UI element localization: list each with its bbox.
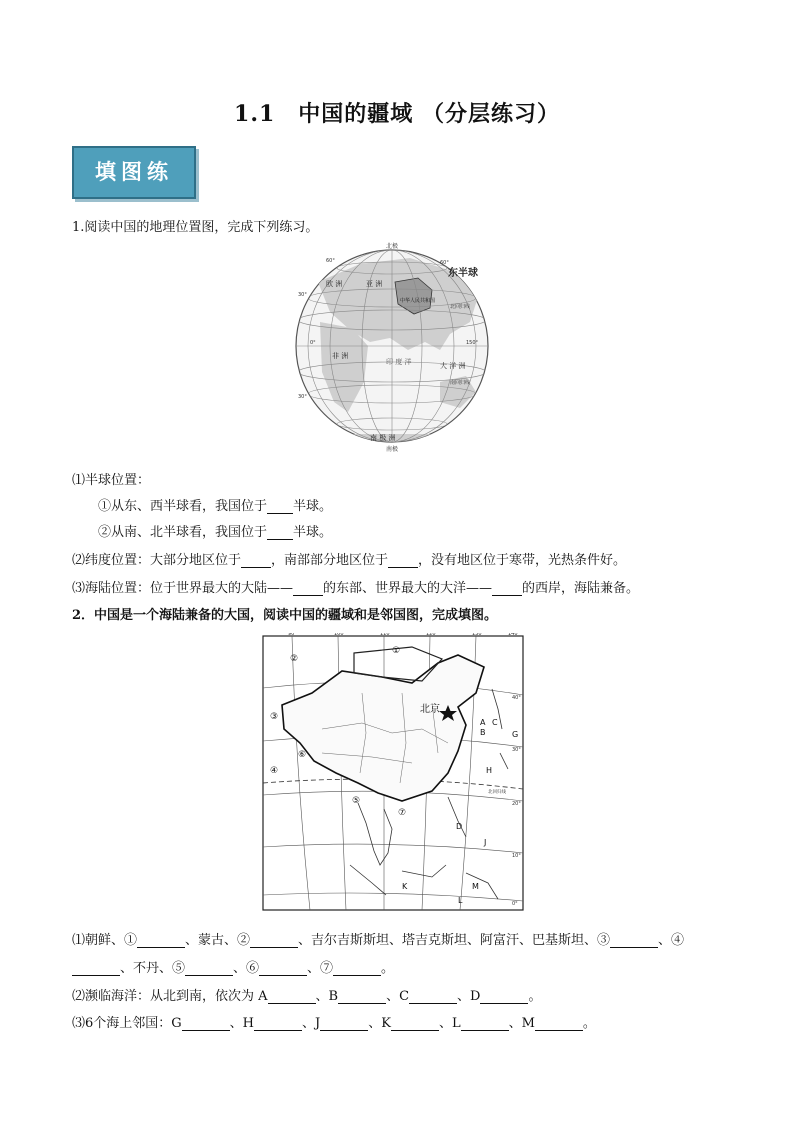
blank[interactable] bbox=[185, 962, 233, 976]
map-letter-c: C bbox=[492, 718, 498, 727]
q2-p1-text-e: 、不丹、⑤ bbox=[120, 961, 186, 976]
map-letter-a: A bbox=[480, 718, 486, 727]
q2-p3-text-c: 、J bbox=[302, 1016, 321, 1031]
globe-indian-ocean-label: 印 度 洋 bbox=[386, 358, 412, 366]
blank[interactable] bbox=[182, 1017, 230, 1031]
blank[interactable] bbox=[338, 990, 386, 1004]
q1-p1-a-tail: 半球。 bbox=[293, 499, 333, 514]
q1-p2-tail: ，没有地区位于寒带，光热条件好。 bbox=[418, 553, 627, 568]
map-marker-6: ⑥ bbox=[298, 750, 307, 760]
q1-p3-tail: 的西岸，海陆兼备。 bbox=[522, 581, 640, 596]
q2-stem: 2．中国是一个海陆兼备的大国，阅读中国的疆域和是邻国图，完成填图。 bbox=[72, 608, 498, 623]
section-label: 填图练 bbox=[95, 160, 173, 184]
map-marker-1: ① bbox=[392, 646, 401, 656]
q2-p2 bbox=[72, 985, 542, 1004]
map-letter-k: K bbox=[402, 882, 408, 891]
q2-p1-line2 bbox=[72, 957, 394, 976]
map-letter-h: H bbox=[486, 766, 493, 775]
blank[interactable] bbox=[293, 582, 323, 596]
q1-stem: 1.阅读中国的地理位置图，完成下列练习。 bbox=[72, 220, 319, 235]
q2-p2-text-b: 、B bbox=[315, 989, 339, 1004]
q2-p2-text-c: 、C bbox=[386, 989, 410, 1004]
map-letter-j: J bbox=[484, 838, 487, 847]
map-lon-5: 140° bbox=[508, 633, 521, 637]
map-letter-m: M bbox=[472, 882, 479, 891]
map-lat-4: 0° bbox=[512, 901, 518, 907]
map-letter-l: L bbox=[458, 896, 463, 905]
globe-north-label: 北极 bbox=[385, 243, 399, 250]
map-marker-7: ⑦ bbox=[398, 808, 407, 818]
q1-p2-mid: ，南部部分地区位于 bbox=[271, 553, 389, 568]
map-lon-0: 90° bbox=[288, 633, 297, 637]
q1-p2-text: ⑵纬度位置：大部分地区位于 bbox=[72, 553, 242, 568]
globe-antarctica-label: 南 极 洲 bbox=[370, 434, 396, 442]
blank[interactable] bbox=[409, 990, 457, 1004]
section-badge bbox=[72, 146, 196, 199]
map-tropic-label: 北回归线 bbox=[488, 790, 506, 795]
globe-oceania-label: 大 洋 洲 bbox=[440, 362, 466, 370]
globe-lat-60n: 60° bbox=[326, 258, 335, 264]
globe-east-hemisphere: 东半球 bbox=[448, 268, 478, 279]
globe-china-label: 中华人民共和国 bbox=[400, 298, 436, 304]
q1-p3-mid: 的东部、世界最大的大洋—— bbox=[323, 581, 493, 596]
blank[interactable] bbox=[250, 934, 298, 948]
globe-asia-label: 亚 洲 bbox=[366, 280, 383, 288]
q1-p1-b-text: ②从南、北半球看，我国位于 bbox=[98, 525, 268, 540]
map-marker-5: ⑤ bbox=[352, 796, 361, 806]
blank[interactable] bbox=[72, 962, 120, 976]
q1-p1-b-tail: 半球。 bbox=[293, 525, 333, 540]
q1-p1-b bbox=[98, 521, 332, 540]
blank[interactable] bbox=[388, 554, 418, 568]
q1-p2 bbox=[72, 549, 626, 568]
blank[interactable] bbox=[391, 1017, 439, 1031]
q1-p3 bbox=[72, 577, 639, 596]
map-lon-2: 110° bbox=[380, 633, 393, 637]
q1-p3-text: ⑶海陆位置：位于世界最大的大陆—— bbox=[72, 581, 294, 596]
map-lat-2: 20° bbox=[512, 801, 521, 807]
q2-p3-text-d: 、K bbox=[368, 1016, 391, 1031]
q2-p3-text-f: 、M bbox=[508, 1016, 535, 1031]
map-marker-4: ④ bbox=[270, 766, 279, 776]
q1-p1-a bbox=[98, 495, 332, 514]
globe-europe-label: 欧 洲 bbox=[326, 280, 343, 288]
q2-p3-text-a: ⑶6个海上邻国：G bbox=[72, 1016, 182, 1031]
blank[interactable] bbox=[254, 1017, 302, 1031]
q2-p3 bbox=[72, 1012, 596, 1031]
globe-tropic-capricorn: 南回归线 bbox=[450, 380, 471, 386]
blank[interactable] bbox=[320, 1017, 368, 1031]
q2-p2-text-e: 。 bbox=[528, 989, 542, 1004]
map-lat-0: 40° bbox=[512, 695, 521, 701]
globe-lat-0: 0° bbox=[310, 340, 316, 346]
map-lat-1: 30° bbox=[512, 747, 521, 753]
globe-lon-60e: 60° bbox=[440, 260, 449, 266]
map-marker-2: ② bbox=[290, 654, 299, 664]
globe-south-label: 南极 bbox=[385, 446, 399, 452]
blank[interactable] bbox=[137, 934, 185, 948]
map-lon-3: 120° bbox=[426, 633, 439, 637]
q1-p1-a-text: ①从东、西半球看，我国位于 bbox=[98, 499, 268, 514]
blank[interactable] bbox=[241, 554, 271, 568]
blank[interactable] bbox=[267, 500, 293, 514]
blank[interactable] bbox=[267, 526, 293, 540]
globe-map bbox=[290, 242, 495, 452]
blank[interactable] bbox=[480, 990, 528, 1004]
china-map bbox=[262, 633, 528, 913]
blank[interactable] bbox=[259, 962, 307, 976]
map-letter-b: B bbox=[480, 728, 486, 737]
q2-p1-text-b: 、蒙古、② bbox=[185, 933, 251, 948]
q2-p1-text-a: ⑴朝鲜、① bbox=[72, 933, 138, 948]
q2-p1-line1 bbox=[72, 929, 684, 948]
q2-p1-text-f: 、⑥ bbox=[233, 961, 260, 976]
blank[interactable] bbox=[268, 990, 316, 1004]
map-letter-d: D bbox=[456, 822, 463, 831]
blank[interactable] bbox=[492, 582, 522, 596]
globe-tropic-cancer: 北回归线 bbox=[450, 304, 471, 310]
q1-p1-head: ⑴半球位置： bbox=[72, 473, 151, 488]
map-lat-3: 10° bbox=[512, 853, 521, 859]
page-title: 1.1 中国的疆域 （分层练习） bbox=[234, 101, 560, 127]
map-lon-1: 100° bbox=[334, 633, 347, 637]
q2-p3-text-g: 。 bbox=[582, 1016, 596, 1031]
map-marker-3: ③ bbox=[270, 712, 279, 722]
globe-lat-30n: 30° bbox=[298, 292, 307, 298]
globe-lon-150e: 150° bbox=[466, 340, 479, 346]
globe-lat-30s: 30° bbox=[298, 394, 307, 400]
blank[interactable] bbox=[333, 962, 381, 976]
q2-p2-text-d: 、D bbox=[457, 989, 481, 1004]
blank[interactable] bbox=[535, 1017, 583, 1031]
q2-p1-text-c: 、吉尔吉斯斯坦、塔吉克斯坦、阿富汗、巴基斯坦、③ bbox=[298, 933, 611, 948]
map-beijing-label: 北京 bbox=[420, 704, 440, 715]
map-letter-g: G bbox=[512, 730, 519, 739]
globe-africa-label: 非 洲 bbox=[332, 352, 349, 360]
map-lon-4: 130° bbox=[472, 633, 485, 637]
q2-p1-text-g: 、⑦ bbox=[307, 961, 334, 976]
blank[interactable] bbox=[610, 934, 658, 948]
q2-p2-text-a: ⑵濒临海洋：从北到南，依次为 A bbox=[72, 989, 268, 1004]
q2-p1-text-d: 、④ bbox=[658, 933, 685, 948]
q2-p3-text-e: 、L bbox=[438, 1016, 461, 1031]
q2-p3-text-b: 、H bbox=[229, 1016, 254, 1031]
q2-p1-text-h: 。 bbox=[381, 961, 395, 976]
blank[interactable] bbox=[461, 1017, 509, 1031]
